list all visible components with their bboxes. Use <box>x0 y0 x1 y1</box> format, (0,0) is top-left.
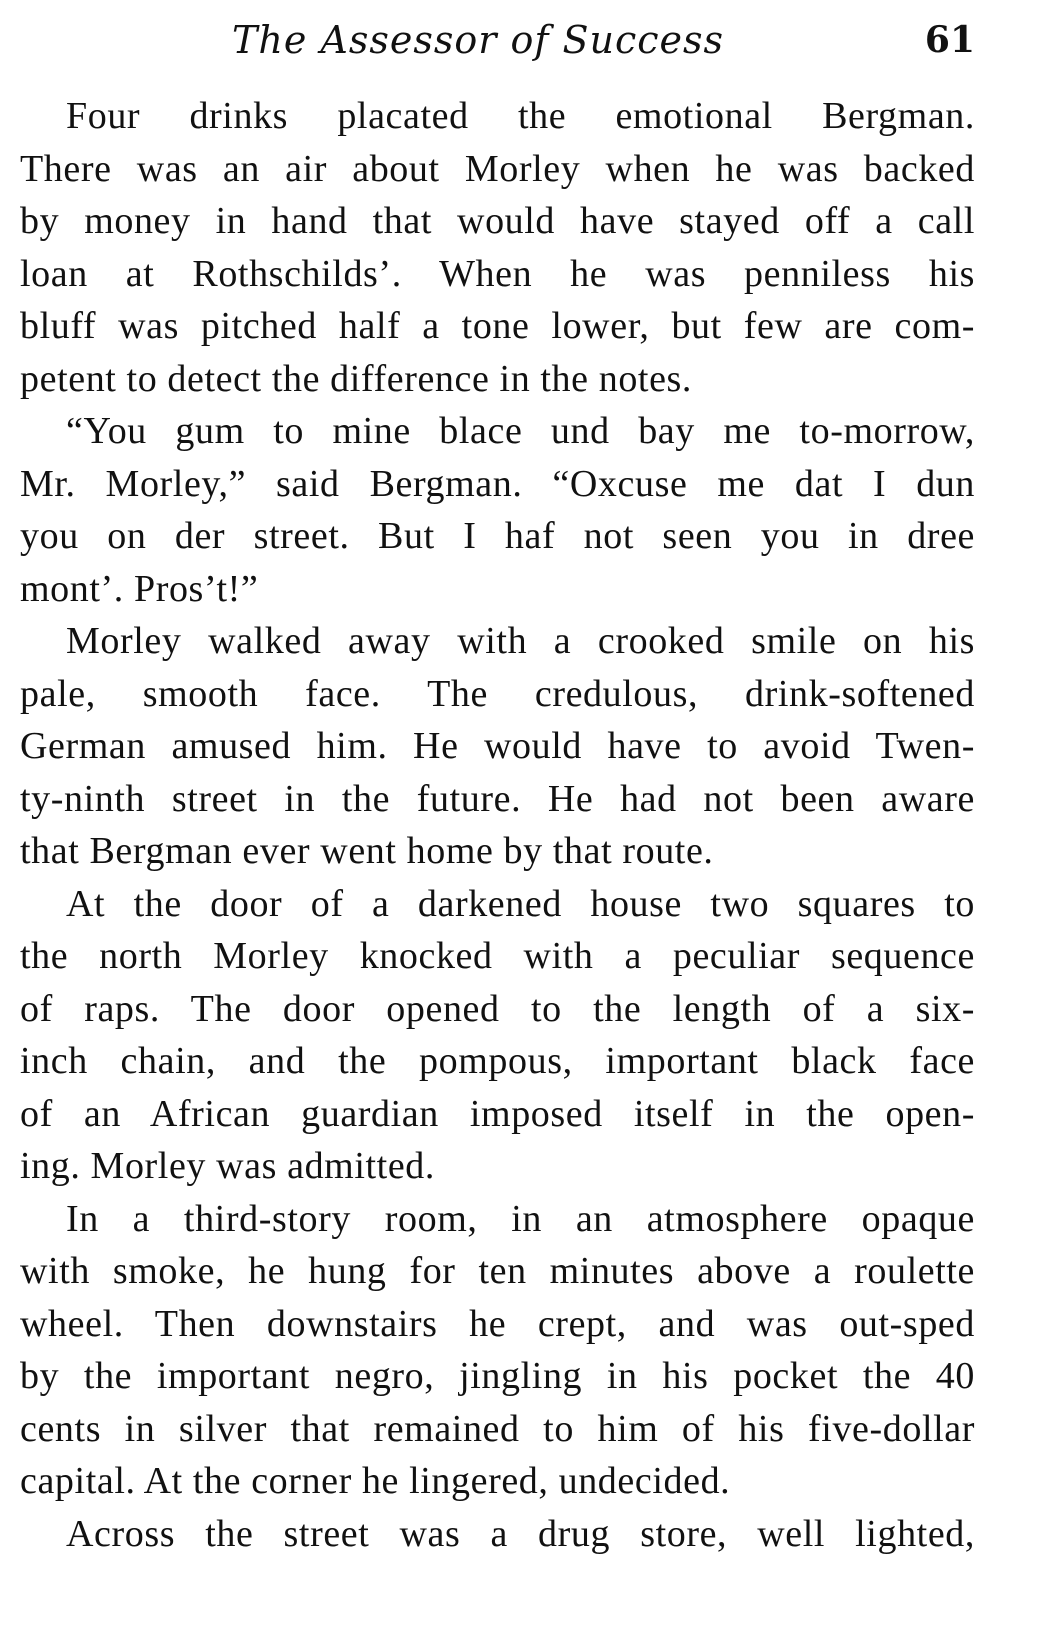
text-line: cents in silver that remained to him of his five-dollar <box>20 1407 975 1450</box>
running-title: The Assessor of Success <box>232 18 725 62</box>
text-line: loan at Rothschilds’. When he was penniless his <box>20 252 975 295</box>
text-line: Morley walked away with a crooked smile on his <box>66 620 975 662</box>
text-line: petent to detect the difference in the notes. <box>20 357 693 400</box>
text-line: bluff was pitched half a tone lower, but few are com- <box>20 305 975 347</box>
text-line: of an African guardian imposed itself in the open- <box>20 1092 975 1135</box>
paragraph <box>20 405 975 615</box>
text-line: ing. Morley was admitted. <box>20 1145 435 1187</box>
text-line: of raps. The door opened to the length of a six- <box>20 987 975 1030</box>
book-page <box>20 16 975 1560</box>
paragraph <box>20 1193 975 1508</box>
text-line: At the door of a darkened house two squares to <box>66 882 975 925</box>
text-line: you on der street. But I haf not seen you in dree <box>20 515 975 557</box>
text-line: pale, smooth face. The credulous, drink-softened <box>20 672 975 715</box>
running-head <box>20 16 975 72</box>
text-line: Mr. Morley,” said Bergman. “Oxcuse me dat I dun <box>20 462 975 505</box>
text-line: German amused him. He would have to avoid Twen- <box>20 725 975 767</box>
text-line: inch chain, and the pompous, important black face <box>20 1040 975 1082</box>
text-line: capital. At the corner he lingered, undecided. <box>20 1460 731 1502</box>
body-text <box>20 90 975 1560</box>
text-line: mont’. Pros’t!” <box>20 567 259 610</box>
paragraph <box>20 90 975 405</box>
text-line: In a third-story room, in an atmosphere opaque <box>66 1197 975 1240</box>
text-line: with smoke, he hung for ten minutes above a roulette <box>20 1250 975 1292</box>
text-line: that Bergman ever went home by that route. <box>20 830 714 872</box>
text-line: wheel. Then downstairs he crept, and was out-sped <box>20 1302 975 1345</box>
text-line: Four drinks placated the emotional Bergman. <box>66 95 975 137</box>
page-number: 61 <box>924 19 975 61</box>
text-line: “You gum to mine blace und bay me to-morrow, <box>66 410 975 452</box>
paragraph <box>20 1508 975 1561</box>
text-line: by the important negro, jingling in his pocket the 40 <box>20 1355 975 1397</box>
paragraph <box>20 878 975 1193</box>
text-line: by money in hand that would have stayed off a call <box>20 200 975 242</box>
text-line: Across the street was a drug store, well lighted, <box>66 1512 975 1555</box>
text-line: ty-ninth street in the future. He had not been aware <box>20 777 975 820</box>
text-line: the north Morley knocked with a peculiar sequence <box>20 935 975 977</box>
paragraph <box>20 615 975 878</box>
text-line: There was an air about Morley when he was backed <box>20 147 975 190</box>
